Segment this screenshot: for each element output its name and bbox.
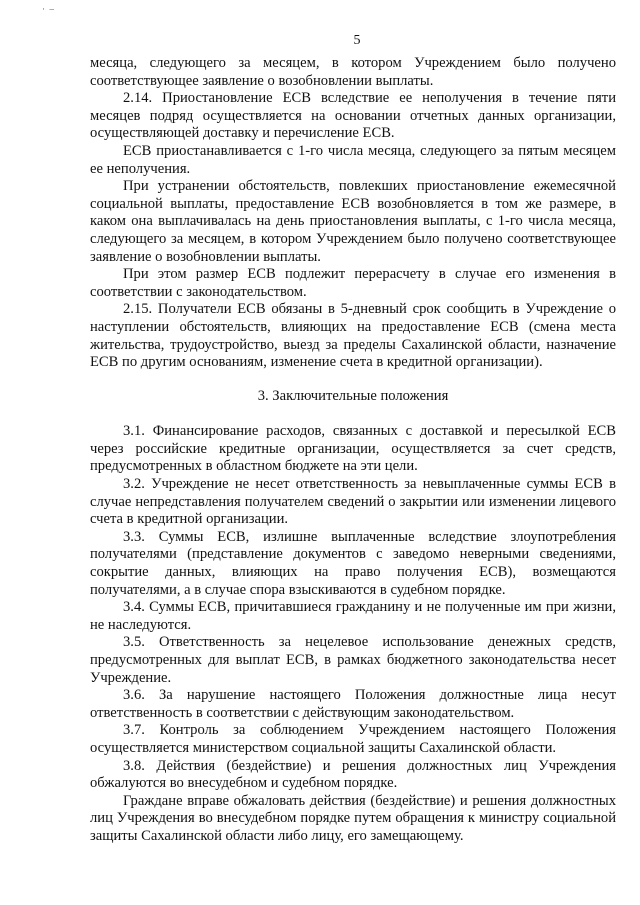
paragraph: ЕСВ приостанавливается с 1-го числа месяца, следующего за пятым месяцем ее неполучения. bbox=[90, 142, 616, 177]
section-3 bbox=[90, 423, 616, 845]
paragraph: При устранении обстоятельств, повлекших приостановление ежемесячной социальной выплаты, предоставление ЕСВ возобновляется в том же размере, в каком она выплачивалась на день приостановления выплаты, с 1-го числа месяца, следующего за месяцем, в котором Учреждением было получено соответствующее заявление о возобновлении выплаты. bbox=[90, 178, 616, 265]
paragraph: При этом размер ЕСВ подлежит перерасчету в случае его изменения в соответствии с законодательством. bbox=[90, 266, 616, 300]
page-number: 5 bbox=[353, 33, 361, 48]
paragraph: месяца, следующего за месяцем, в котором Учреждением было получено соответствующее заявление о возобновлении выплаты. bbox=[90, 55, 616, 89]
section-2-continued bbox=[90, 55, 616, 372]
paragraph: 3.2. Учреждение не несет ответственность за невыплаченные суммы ЕСВ в случае непредставления получателем сведений о закрытии или изменении лицевого счета в кредитной организации. bbox=[90, 476, 616, 528]
paragraph: 3.3. Суммы ЕСВ, излишне выплаченные вследствие злоупотребления получателями (представление документов с заведомо неверными сведениями, сокрытие данных, влияющих на право получения ЕСВ), возмещаются получателями, а в случае спора взыскиваются в судебном порядке. bbox=[90, 528, 616, 598]
paragraph: 3.8. Действия (бездействие) и решения должностных лиц Учреждения обжалуются во внесудебном и судебном порядке. bbox=[90, 757, 616, 792]
scan-mark: · – bbox=[42, 4, 54, 14]
paragraph: 3.4. Суммы ЕСВ, причитавшиеся гражданину и не полученные им при жизни, не наследуются. bbox=[90, 599, 616, 633]
paragraph: 3.5. Ответственность за нецелевое использование денежных средств, предусмотренных для выплат ЕСВ, в рамках бюджетного законодательства несет Учреждение. bbox=[90, 634, 616, 686]
paragraph: 2.15. Получатели ЕСВ обязаны в 5-дневный срок сообщить в Учреждение о наступлении обстоятельств, влияющих на предоставление ЕСВ (смена места жительства, трудоустройство, выезд за пределы Сахалинской области, назначение ЕСВ по другим основаниям, изменение счета в кредитной организации). bbox=[90, 301, 616, 371]
paragraph: 2.14. Приостановление ЕСВ вследствие ее неполучения в течение пяти месяцев подряд осуществляется на основании отчетных данных организации, осуществляющей доставку и перечисление ЕСВ. bbox=[90, 90, 616, 142]
paragraph: 3.7. Контроль за соблюдением Учреждением настоящего Положения осуществляется министерством социальной защиты Сахалинской области. bbox=[90, 722, 616, 756]
paragraph: Граждане вправе обжаловать действия (бездействие) и решения должностных лиц Учреждения во внесудебном порядке путем обращения к министру социальной защиты Сахалинской области либо лицу, его замещающему. bbox=[90, 792, 616, 844]
paragraph: 3.6. За нарушение настоящего Положения должностные лица несут ответственность в соответствии с действующим законодательством. bbox=[90, 687, 616, 721]
section-title: 3. Заключительные положения bbox=[257, 387, 449, 404]
paragraph: 3.1. Финансирование расходов, связанных с доставкой и пересылкой ЕСВ через российские кредитные организации, осуществляется за счет средств, предусмотренных в областном бюджете на эти цели. bbox=[90, 423, 616, 475]
